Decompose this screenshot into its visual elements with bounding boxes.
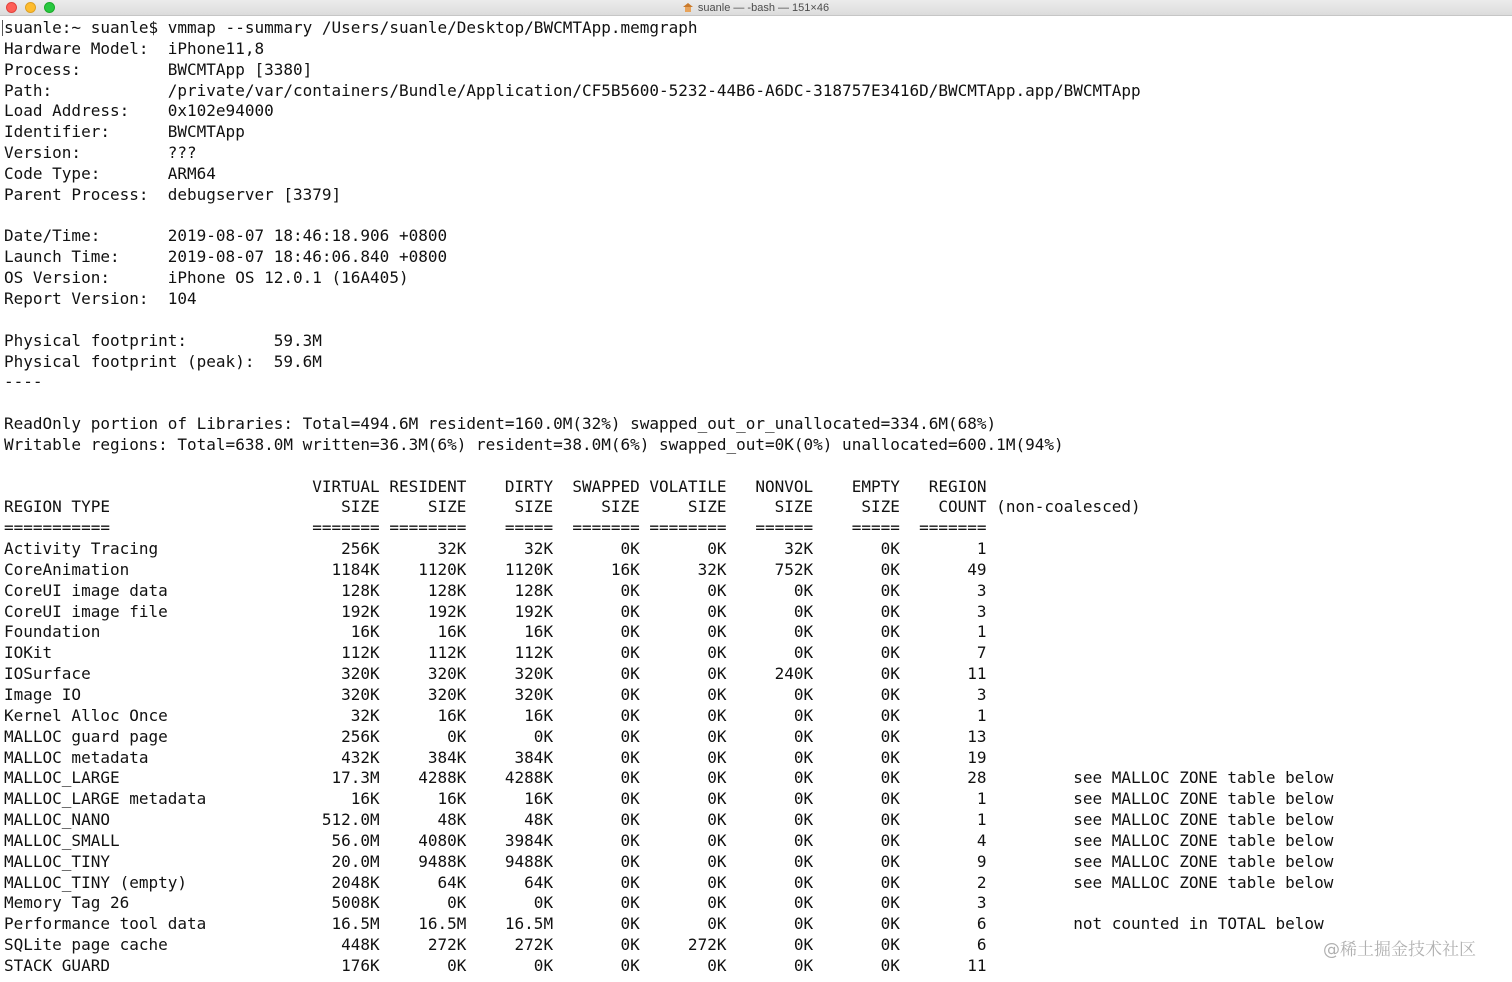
terminal-line: MALLOC_NANO 512.0M 48K 48K 0K 0K 0K 0K 1 see MALLOC ZONE table below [4, 810, 1334, 830]
window-title [0, 0, 1512, 16]
terminal-line: Load Address: 0x102e94000 [4, 101, 274, 121]
terminal-line: MALLOC_TINY (empty) 2048K 64K 64K 0K 0K 0K 0K 2 see MALLOC ZONE table below [4, 872, 1334, 892]
title-bar[interactable] [0, 0, 1512, 16]
watermark: @稀土掘金技术社区 [1323, 940, 1476, 960]
terminal-output[interactable] [4, 18, 1333, 977]
terminal-line: Launch Time: 2019-08-07 18:46:06.840 +0800 [4, 247, 448, 267]
terminal-line: Foundation 16K 16K 16K 0K 0K 0K 0K 1 [4, 622, 987, 642]
terminal-line: MALLOC_TINY 20.0M 9488K 9488K 0K 0K 0K 0K 9 see MALLOC ZONE table below [4, 851, 1334, 871]
terminal-line: IOKit 112K 112K 112K 0K 0K 0K 0K 7 [4, 643, 987, 663]
terminal-line: Kernel Alloc Once 32K 16K 16K 0K 0K 0K 0K 1 [4, 705, 987, 725]
text-cursor-icon [2, 20, 3, 36]
terminal-line: VIRTUAL RESIDENT DIRTY SWAPPED VOLATILE NONVOL EMPTY REGION [4, 476, 987, 496]
terminal-line: OS Version: iPhone OS 12.0.1 (16A405) [4, 268, 409, 288]
terminal-line [4, 206, 1333, 227]
terminal-line: SQLite page cache 448K 272K 272K 0K 272K 0K 0K 6 [4, 935, 987, 955]
terminal-line: MALLOC_LARGE 17.3M 4288K 4288K 0K 0K 0K 0K 28 see MALLOC ZONE table below [4, 768, 1334, 788]
terminal-line: Performance tool data 16.5M 16.5M 16.5M 0K 0K 0K 0K 6 not counted in TOTAL below [4, 914, 1324, 934]
terminal-line: CoreUI image data 128K 128K 128K 0K 0K 0K 0K 3 [4, 580, 987, 600]
terminal-line: CoreAnimation 1184K 1120K 1120K 16K 32K 752K 0K 49 [4, 559, 987, 579]
window-title-text: suanle — -bash — 151×46 [697, 2, 830, 14]
terminal-line: =========== ======= ======== ===== ======= ======== ====== ===== ======= [4, 518, 987, 538]
terminal-line: Parent Process: debugserver [3379] [4, 184, 342, 204]
terminal-line: MALLOC_SMALL 56.0M 4080K 3984K 0K 0K 0K 0K 4 see MALLOC ZONE table below [4, 830, 1334, 850]
terminal-line: IOSurface 320K 320K 320K 0K 0K 240K 0K 11 [4, 664, 987, 684]
terminal-line: Physical footprint (peak): 59.6M [4, 351, 322, 371]
terminal-line: Date/Time: 2019-08-07 18:46:18.906 +0800 [4, 226, 448, 246]
terminal-line: Identifier: BWCMTApp [4, 122, 245, 142]
terminal-line: CoreUI image file 192K 192K 192K 0K 0K 0K 0K 3 [4, 601, 987, 621]
terminal-line: STACK GUARD 176K 0K 0K 0K 0K 0K 0K 11 [4, 955, 987, 975]
terminal-line [4, 310, 1333, 331]
terminal-line [4, 456, 1333, 477]
terminal-line: MALLOC guard page 256K 0K 0K 0K 0K 0K 0K 13 [4, 726, 987, 746]
terminal-line: Writable regions: Total=638.0M written=36.3M(6%) resident=38.0M(6%) swapped_out=0K(0%) unallocated=600.1M(94%) [4, 434, 1064, 454]
terminal-line: Hardware Model: iPhone11,8 [4, 38, 265, 58]
home-folder-icon [683, 3, 693, 12]
terminal-line: Memory Tag 26 5008K 0K 0K 0K 0K 0K 0K 3 [4, 893, 987, 913]
terminal-line: Version: ??? [4, 143, 197, 163]
terminal-line: suanle:~ suanle$ vmmap --summary /Users/suanle/Desktop/BWCMTApp.memgraph [4, 18, 698, 37]
terminal-line: ReadOnly portion of Libraries: Total=494.6M resident=160.0M(32%) swapped_out_or_unallocated=334.6M(68%) [4, 414, 997, 434]
terminal-line: Image IO 320K 320K 320K 0K 0K 0K 0K 3 [4, 685, 987, 704]
terminal-line: Process: BWCMTApp [3380] [4, 59, 313, 79]
terminal-line: MALLOC_LARGE metadata 16K 16K 16K 0K 0K 0K 0K 1 see MALLOC ZONE table below [4, 789, 1334, 809]
terminal-line [4, 393, 1333, 414]
terminal-line: ---- [4, 372, 43, 392]
terminal-line: Report Version: 104 [4, 288, 197, 308]
terminal-line: Path: /private/var/containers/Bundle/Application/CF5B5600-5232-44B6-A6DC-318757E3416D/BWCMTApp.app/BWCMTApp [4, 80, 1141, 100]
terminal-line: Code Type: ARM64 [4, 163, 216, 183]
terminal-line: REGION TYPE SIZE SIZE SIZE SIZE SIZE SIZE SIZE COUNT (non-coalesced) [4, 497, 1141, 517]
terminal-line: Activity Tracing 256K 32K 32K 0K 0K 32K 0K 1 [4, 539, 987, 559]
terminal-line: MALLOC metadata 432K 384K 384K 0K 0K 0K 0K 19 [4, 747, 987, 767]
terminal-line: Physical footprint: 59.3M [4, 330, 322, 350]
